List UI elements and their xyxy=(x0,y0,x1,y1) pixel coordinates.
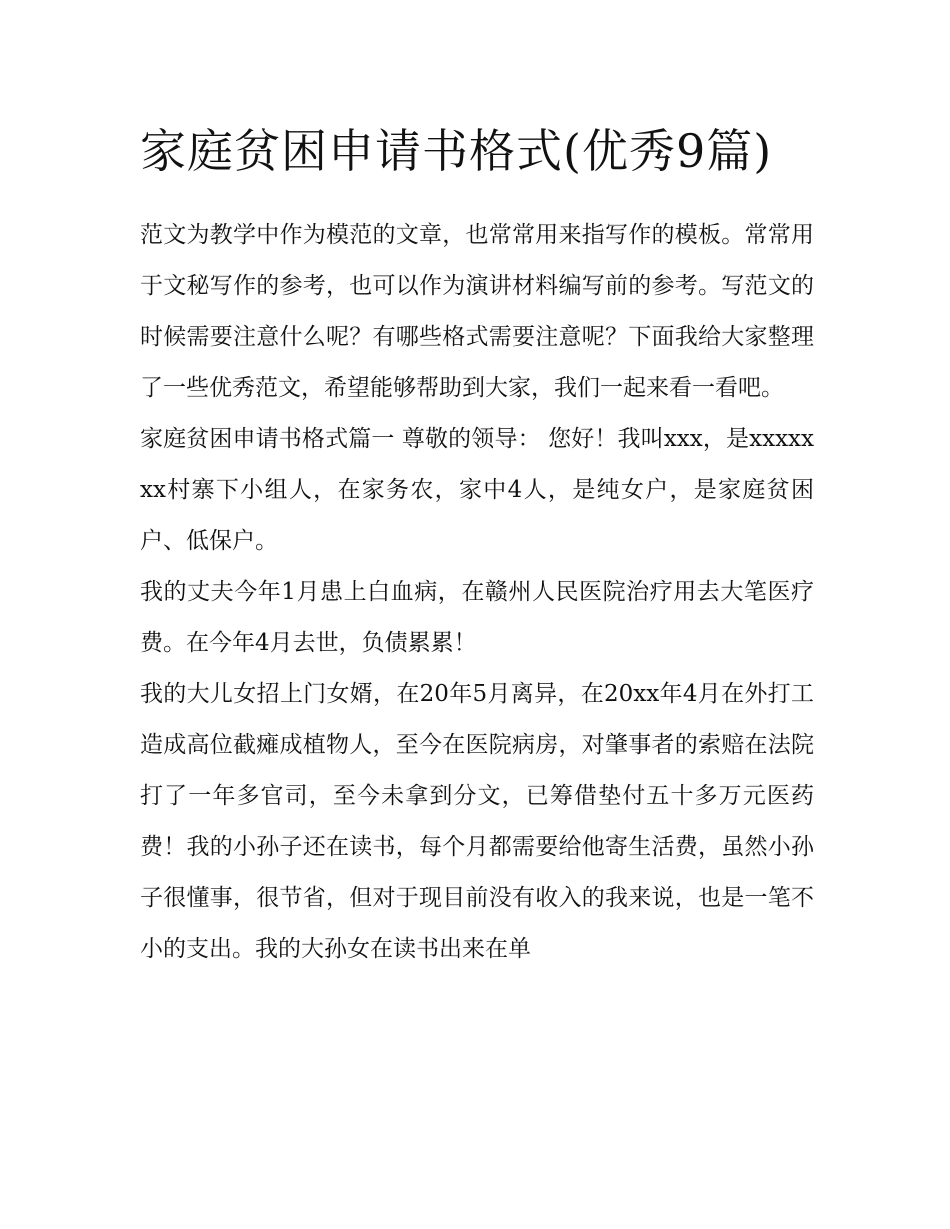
document-title: 家庭贫困申请书格式(优秀9篇) xyxy=(140,124,773,178)
paragraph-intro: 范文为教学中作为模范的文章，也常常用来指写作的模板。常常用于文秘写作的参考，也可以作为演讲材料编写前的参考。写范文的时候需要注意什么呢？有哪些格式需要注意呢？下面我给大家整理了一些优秀范文，希望能够帮助到大家，我们一起来看一看吧。 xyxy=(140,222,814,401)
paragraph-letter-opening: 家庭贫困申请书格式篇一 尊敬的领导： 您好！我叫xxx，是xxxxxxx村寨下小组人，在家务农，家中4人，是纯女户，是家庭贫困户、低保户。 xyxy=(140,426,814,554)
paragraph-husband-illness: 我的丈夫今年1月患上白血病，在赣州人民医院治疗用去大笔医疗费。在今年4月去世，负债累累！ xyxy=(140,579,814,656)
paragraph-family-hardship: 我的大儿女招上门女婿，在20年5月离异，在20xx年4月在外打工造成高位截瘫成植物人，至今在医院病房，对肇事者的索赔在法院打了一年多官司，至今未拿到分文，已筹借垫付五十多万元医药费！我的小孙子还在读书，每个月都需要给他寄生活费，虽然小孙子很懂事，很节省，但对于现目前没有收入的我来说，也是一笔不小的支出。我的大孙女在读书出来在单 xyxy=(140,681,814,962)
document-body xyxy=(140,112,814,975)
